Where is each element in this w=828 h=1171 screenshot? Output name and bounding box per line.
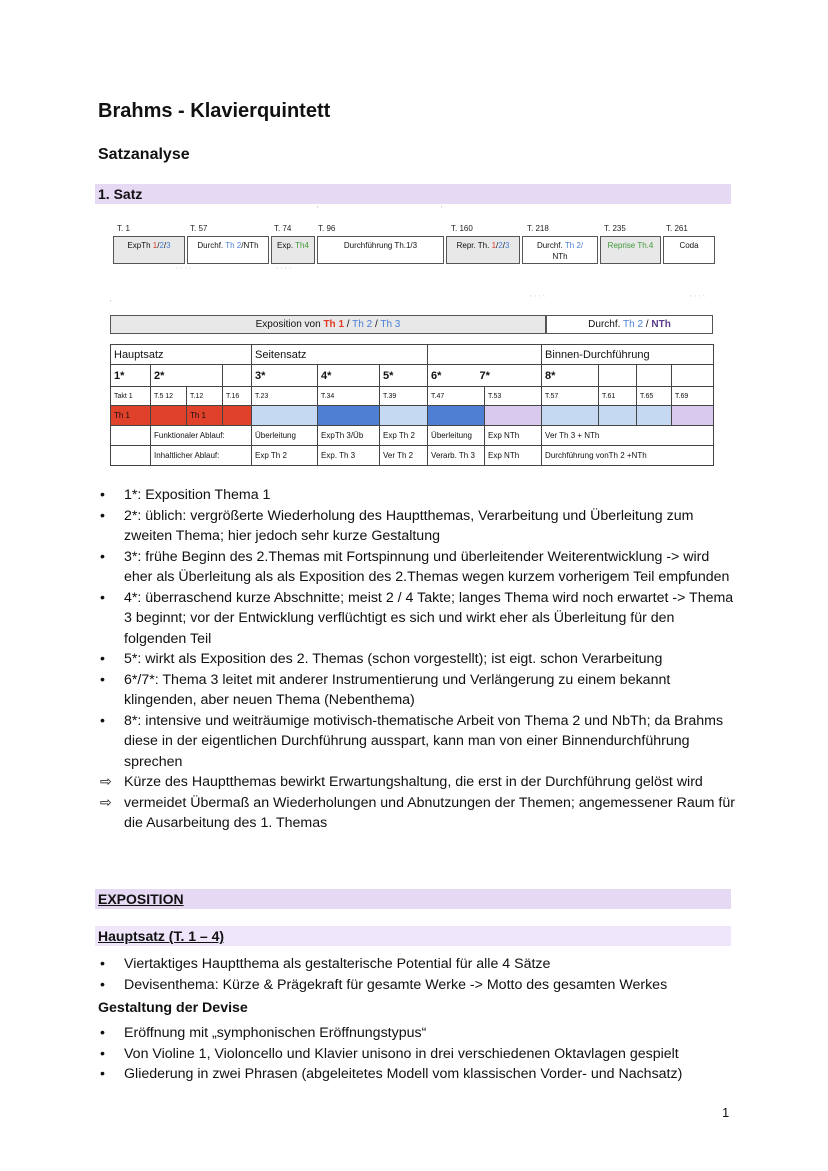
table-row bbox=[111, 365, 714, 387]
list-item bbox=[98, 711, 738, 773]
section-heading-text: EXPOSITION bbox=[98, 891, 184, 907]
table-cell bbox=[223, 365, 252, 387]
takt-cell: Takt 1 bbox=[111, 387, 151, 406]
row-label: Inhaltlicher Ablauf: bbox=[151, 446, 252, 466]
list-item-text: Kürze des Hauptthemas bewirkt Erwartungshaltung, die erst in der Durchführung gelöst wird bbox=[124, 774, 703, 790]
table-cell bbox=[111, 446, 151, 466]
table-cell: Exp Th 2 bbox=[252, 446, 318, 466]
theme-cell-red bbox=[151, 406, 187, 426]
expo-th2: Th 2 bbox=[352, 319, 373, 330]
box-text: Coda bbox=[679, 241, 699, 250]
table-cell bbox=[672, 365, 714, 387]
row-label: Funktionaler Ablauf: bbox=[151, 426, 252, 446]
takt-cell: T.39 bbox=[380, 387, 428, 406]
subheading-gestaltung: Gestaltung der Devise bbox=[98, 1000, 248, 1016]
box-text: NTh bbox=[552, 252, 568, 261]
page-number: 1 bbox=[722, 1105, 730, 1120]
bullet-icon: • bbox=[100, 1066, 105, 1082]
bullet-icon: • bbox=[100, 548, 105, 565]
durchf-text: Durchf. bbox=[588, 319, 624, 330]
header-seitensatz: Seitensatz bbox=[252, 345, 428, 365]
timeline-label: T. 235 bbox=[604, 224, 626, 233]
list-item bbox=[98, 793, 738, 834]
list-item bbox=[98, 954, 738, 975]
expo-text: / bbox=[372, 319, 381, 330]
timeline-box-coda bbox=[663, 236, 715, 264]
list-item bbox=[98, 772, 738, 793]
takt-cell: T.65 bbox=[637, 387, 672, 406]
box-text-th2: 2 bbox=[159, 241, 164, 250]
timeline-label: T. 160 bbox=[451, 224, 473, 233]
section-heading-text: 1. Satz bbox=[98, 186, 143, 202]
bullet-icon: • bbox=[100, 671, 105, 688]
durchf-nth: NTh bbox=[651, 319, 671, 330]
timeline-label: T. 1 bbox=[117, 224, 130, 233]
box-text: / bbox=[163, 241, 167, 250]
expo-text: Exposition von bbox=[255, 319, 324, 330]
timeline-box-durchf bbox=[187, 236, 269, 264]
table-cell: Ver Th 3 + NTh bbox=[542, 426, 714, 446]
list-item-text: Devisenthema: Kürze & Prägekraft für gesamte Werke -> Motto des gesamten Werkes bbox=[124, 976, 668, 993]
zoom-line: ' bbox=[110, 300, 112, 307]
table-cell: Überleitung bbox=[428, 426, 485, 446]
box-text-th2: Th 2 bbox=[225, 241, 242, 250]
section-number: 4* bbox=[318, 365, 380, 387]
timeline-box-durchf-2 bbox=[522, 236, 598, 264]
analysis-bullet-list bbox=[98, 485, 738, 834]
list-item-text: vermeidet Übermaß an Wiederholungen und Abnutzungen der Themen; angemessener Raum für die Ausarbeitung des 1. Themas bbox=[124, 794, 735, 831]
table-cell: Ver Th 2 bbox=[380, 446, 428, 466]
table-cell: Überleitung bbox=[252, 426, 318, 446]
section-heading-satz1 bbox=[95, 184, 731, 204]
bullet-icon: • bbox=[100, 651, 105, 667]
box-text: /NTh bbox=[241, 241, 259, 250]
box-text: Durchf. bbox=[536, 241, 565, 250]
theme-cell-th1: Th 1 bbox=[187, 406, 223, 426]
section-heading-hauptsatz bbox=[95, 926, 731, 946]
theme-cell-blue bbox=[599, 406, 637, 426]
list-item-text: 4*: überraschend kurze Abschnitte; meist 2 / 4 Takte; langes Thema wird noch erwartet -> Thema 3 beginnt; vor der Entwicklung verflüchtigt es sich und wirkt eher als Überleitung für den folgenden Teil bbox=[124, 589, 734, 647]
section-number: 6* bbox=[431, 369, 442, 382]
section-number: 5* bbox=[380, 365, 428, 387]
takt-cell: T.61 bbox=[599, 387, 637, 406]
box-text-th4: Reprise Th.4 bbox=[607, 241, 654, 250]
takt-cell: T.5 12 bbox=[151, 387, 187, 406]
list-item-text: Gliederung in zwei Phrasen (abgeleitetes Modell vom klassischen Vorder- und Nachsatz) bbox=[124, 1066, 683, 1082]
takt-cell: T.47 bbox=[428, 387, 485, 406]
list-item bbox=[98, 547, 738, 588]
durchf-bar bbox=[546, 315, 713, 334]
table-cell: Verarb. Th 3 bbox=[428, 446, 485, 466]
bullet-icon: • bbox=[100, 976, 105, 993]
list-item bbox=[98, 1044, 738, 1065]
durchf-text: / bbox=[643, 319, 652, 330]
box-text: / bbox=[496, 241, 499, 250]
table-row bbox=[111, 426, 714, 446]
box-text-th1: 1 bbox=[491, 241, 497, 250]
box-text-th2: 2 bbox=[498, 241, 503, 250]
theme-cell-th1: Th 1 bbox=[111, 406, 151, 426]
table-cell bbox=[599, 365, 637, 387]
list-item-text: 5*: wirkt als Exposition des 2. Themas (schon vorgestellt); ist eigt. schon Verarbeitung bbox=[124, 651, 663, 667]
section-heading-exposition bbox=[95, 889, 731, 909]
section-number: 1* bbox=[111, 365, 151, 387]
takt-cell: T.12 bbox=[187, 387, 223, 406]
list-item-text: 8*: intensive und weiträumige motivisch-thematische Arbeit von Thema 2 und NbTh; da Brahms diese in der eigentlichen Durchführung ausspart, kann man von einer Binnendurchführung sprechen bbox=[124, 712, 724, 770]
box-text: Durchf. bbox=[197, 241, 226, 250]
expo-text: / bbox=[344, 319, 353, 330]
section-number: 3* bbox=[252, 365, 318, 387]
timeline-label: T. 74 bbox=[274, 224, 292, 233]
list-item-text: 6*/7*: Thema 3 leitet mit anderer Instrumentierung und Verlängerung zu einem bekannt klingenden, aber neuen Thema (Nebenthema) bbox=[124, 671, 671, 708]
box-text-th3: 3 bbox=[166, 241, 171, 250]
list-item bbox=[98, 975, 738, 996]
zoom-line: ` ` ` ` bbox=[276, 268, 292, 275]
section-heading-text: Hauptsatz (T. 1 – 4) bbox=[98, 928, 225, 944]
timeline-box-reprise bbox=[446, 236, 520, 264]
table-cell: Exp NTh bbox=[485, 426, 542, 446]
arrow-right-icon: ⇨ bbox=[100, 774, 112, 790]
list-item bbox=[98, 588, 738, 650]
list-item bbox=[98, 485, 738, 506]
list-item-text: Viertaktiges Hauptthema als gestalterische Potential für alle 4 Sätze bbox=[124, 956, 551, 972]
table-cell: Exp Th 2 bbox=[380, 426, 428, 446]
list-item bbox=[98, 1064, 738, 1085]
list-item-text: Eröffnung mit „symphonischen Eröffnungstypus“ bbox=[124, 1025, 427, 1041]
page-title: Brahms - Klavierquintett bbox=[98, 100, 331, 122]
timeline-label: T. 57 bbox=[190, 224, 208, 233]
theme-cell-blue bbox=[252, 406, 318, 426]
expo-th3: Th 3 bbox=[380, 319, 401, 330]
list-item-text: 3*: frühe Beginn des 2.Themas mit Fortspinnung und überleitender Weiterentwicklung -> wird eher als Überleitung als als Exposition des 2.Themas wegen kurzem vorherigem Teil empfunden bbox=[124, 548, 730, 585]
box-text: ExpTh bbox=[127, 241, 153, 250]
list-item bbox=[98, 1023, 738, 1044]
table-row bbox=[111, 387, 714, 406]
tick-mark: ' bbox=[441, 206, 443, 213]
table-cell bbox=[111, 426, 151, 446]
box-text-th4: Th4 bbox=[295, 241, 309, 250]
bullet-icon: • bbox=[100, 589, 105, 606]
zoom-line: ` ` ` ` bbox=[176, 268, 192, 275]
zoom-line: ` ` ` ` bbox=[530, 296, 546, 303]
timeline-label: T. 96 bbox=[318, 224, 336, 233]
table-row bbox=[111, 446, 714, 466]
bullet-icon: • bbox=[100, 507, 105, 524]
theme-cell-blue bbox=[380, 406, 428, 426]
exposition-bar bbox=[110, 315, 546, 334]
arrow-right-icon: ⇨ bbox=[100, 794, 112, 811]
takt-cell: T.69 bbox=[672, 387, 714, 406]
header-hauptsatz: Hauptsatz bbox=[111, 345, 252, 365]
timeline-box-reprise-th4 bbox=[600, 236, 661, 264]
table-cell: Durchführung vonTh 2 +NTh bbox=[542, 446, 714, 466]
timeline-label: T. 261 bbox=[666, 224, 688, 233]
bullet-icon: • bbox=[100, 1045, 105, 1062]
takt-cell: T.16 bbox=[223, 387, 252, 406]
section-number-pair bbox=[428, 365, 542, 387]
theme-cell-blue bbox=[637, 406, 672, 426]
zoom-line: ` ` ` ` bbox=[690, 296, 706, 303]
analysis-table bbox=[110, 344, 714, 466]
tick-mark: ' bbox=[317, 206, 319, 213]
section-number: 8* bbox=[542, 365, 599, 387]
theme-cell-purple bbox=[672, 406, 714, 426]
table-cell: Exp. Th 3 bbox=[318, 446, 380, 466]
durchf-th2: Th 2 bbox=[623, 319, 644, 330]
bullet-icon: • bbox=[100, 1025, 105, 1041]
timeline-label: T. 218 bbox=[527, 224, 549, 233]
header-empty bbox=[428, 345, 542, 365]
hauptsatz-bullet-list bbox=[98, 954, 738, 995]
takt-cell: T.34 bbox=[318, 387, 380, 406]
list-item bbox=[98, 670, 738, 711]
bullet-icon: • bbox=[100, 487, 105, 503]
table-cell: Exp NTh bbox=[485, 446, 542, 466]
header-binnen-durchfuehrung: Binnen-Durchführung bbox=[542, 345, 714, 365]
list-item bbox=[98, 506, 738, 547]
bullet-icon: • bbox=[100, 712, 105, 729]
list-item bbox=[98, 649, 738, 670]
table-cell: ExpTh 3/Üb bbox=[318, 426, 380, 446]
theme-cell-blue bbox=[542, 406, 599, 426]
devise-bullet-list bbox=[98, 1023, 738, 1085]
expo-th1: Th 1 bbox=[323, 319, 345, 330]
box-text: / bbox=[157, 241, 160, 250]
timeline-box-durchfuehrung bbox=[317, 236, 444, 264]
takt-cell: T.23 bbox=[252, 387, 318, 406]
theme-cell-darkblue bbox=[428, 406, 485, 426]
timeline-box-exp-th4 bbox=[271, 236, 315, 264]
page-subtitle: Satzanalyse bbox=[98, 146, 190, 163]
box-text: / bbox=[502, 241, 505, 250]
takt-cell: T.53 bbox=[485, 387, 542, 406]
takt-cell: T.57 bbox=[542, 387, 599, 406]
box-text: Exp. bbox=[277, 241, 296, 250]
bullet-icon: • bbox=[100, 956, 105, 972]
section-number: 7* bbox=[479, 369, 490, 382]
theme-cell-red bbox=[223, 406, 252, 426]
table-row bbox=[111, 345, 714, 365]
list-item-text: Von Violine 1, Violoncello und Klavier unisono in drei verschiedenen Oktavlagen gespielt bbox=[124, 1045, 679, 1062]
theme-cell-darkblue bbox=[318, 406, 380, 426]
list-item-text: 1*: Exposition Thema 1 bbox=[124, 487, 271, 503]
list-item-text: 2*: üblich: vergrößerte Wiederholung des Hauptthemas, Verarbeitung und Überleitung zum zweiten Thema; hier jedoch sehr kurze Gestaltung bbox=[124, 507, 694, 544]
section-number: 2* bbox=[151, 365, 223, 387]
timeline-box-exp bbox=[113, 236, 185, 264]
box-text: Durchführung Th.1/3 bbox=[343, 241, 418, 250]
box-text: Repr. Th. bbox=[456, 241, 492, 250]
box-text-th1: 1 bbox=[152, 241, 158, 250]
table-cell bbox=[637, 365, 672, 387]
theme-cell-purple bbox=[485, 406, 542, 426]
box-text-th2: Th 2/ bbox=[564, 241, 584, 250]
table-row-themes bbox=[111, 406, 714, 426]
box-text-th3: 3 bbox=[504, 241, 510, 250]
